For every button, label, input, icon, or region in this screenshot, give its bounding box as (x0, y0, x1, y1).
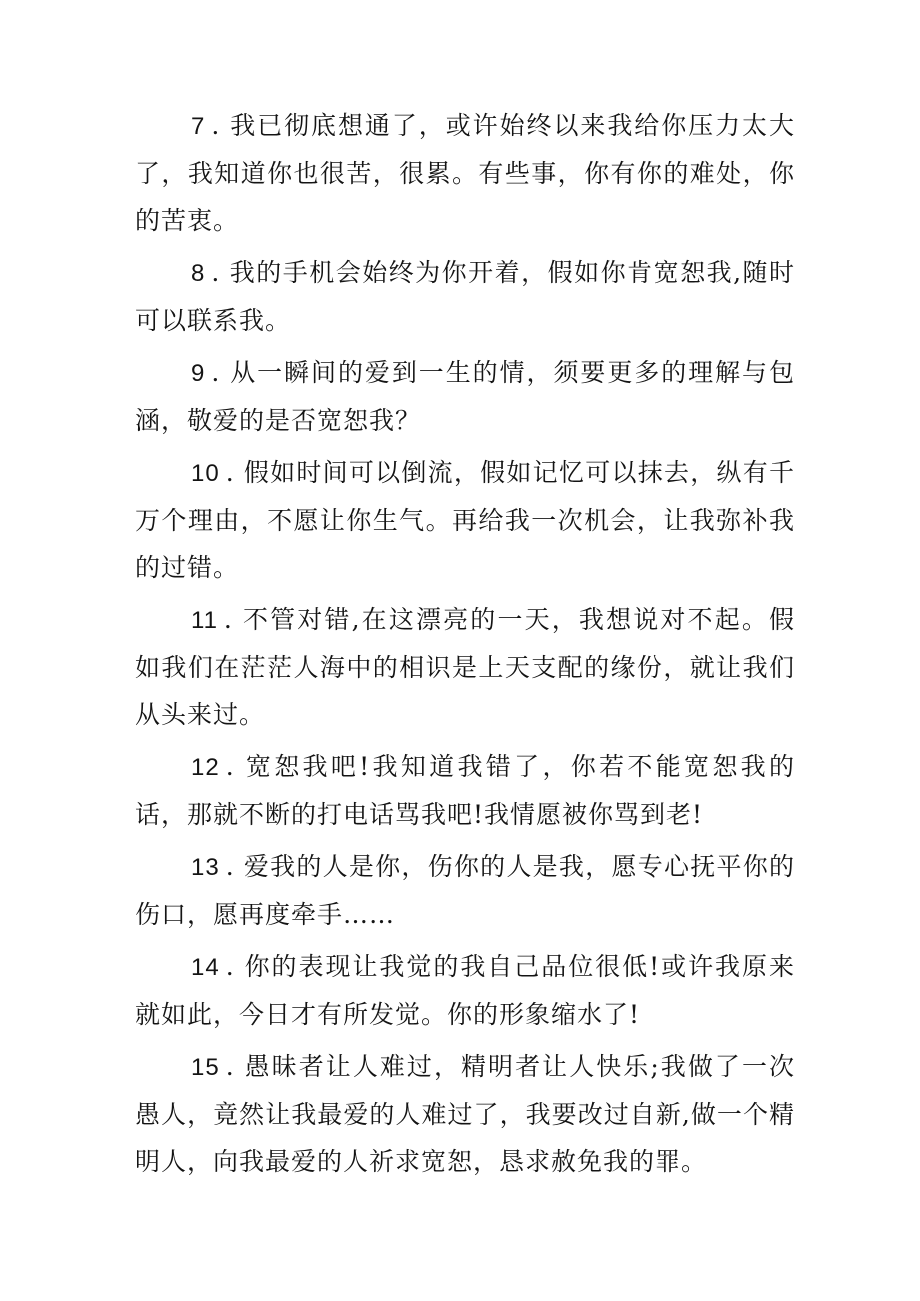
paragraph-text: . 你的表现让我觉的我自己品位很低!或许我原来就如此，今日才有所发觉。你的形象缩水了! (135, 952, 795, 1029)
paragraph-13 (135, 843, 795, 938)
paragraph-number: 7 (191, 113, 206, 140)
paragraph-text: . 我的手机会始终为你开着，假如你肯宽恕我,随时可以联系我。 (135, 258, 795, 335)
paragraph-number: 8 (191, 260, 206, 287)
paragraph-7 (135, 102, 795, 244)
paragraph-text: . 从一瞬间的爱到一生的情，须要更多的理解与包涵，敬爱的是否宽恕我？ (135, 358, 795, 435)
paragraph-text: . 假如时间可以倒流，假如记忆可以抹去，纵有千万个理由，不愿让你生气。再给我一次机会，让我弥补我的过错。 (135, 458, 795, 582)
paragraph-number: 11 (191, 607, 218, 634)
paragraph-number: 9 (191, 360, 206, 387)
paragraph-14 (135, 943, 795, 1038)
paragraph-8 (135, 249, 795, 344)
paragraph-text: . 爱我的人是你，伤你的人是我，愿专心抚平你的伤口，愿再度牵手…… (135, 852, 795, 929)
paragraph-text: . 我已彻底想通了，或许始终以来我给你压力太大了，我知道你也很苦，很累。有些事，你有你的难处，你的苦衷。 (135, 111, 795, 235)
paragraph-9 (135, 349, 795, 444)
paragraph-number: 12 (191, 754, 220, 781)
paragraph-text: . 愚昧者让人难过，精明者让人快乐;我做了一次愚人，竟然让我最爱的人难过了，我要改过自新,做一个精明人，向我最爱的人祈求宽恕，恳求赦免我的罪。 (135, 1052, 795, 1176)
paragraph-12 (135, 743, 795, 838)
paragraph-15 (135, 1043, 795, 1185)
document-body (135, 102, 795, 1190)
paragraph-10 (135, 449, 795, 591)
paragraph-text: . 不管对错,在这漂亮的一天，我想说对不起。假如我们在茫茫人海中的相识是上天支配的缘份，就让我们从头来过。 (135, 605, 795, 729)
paragraph-number: 15 (191, 1054, 220, 1081)
paragraph-number: 14 (191, 954, 220, 981)
paragraph-number: 10 (191, 460, 220, 487)
paragraph-number: 13 (191, 854, 220, 881)
paragraph-11 (135, 596, 795, 738)
paragraph-text: . 宽恕我吧!我知道我错了，你若不能宽恕我的话，那就不断的打电话骂我吧!我情愿被你骂到老! (135, 752, 795, 829)
